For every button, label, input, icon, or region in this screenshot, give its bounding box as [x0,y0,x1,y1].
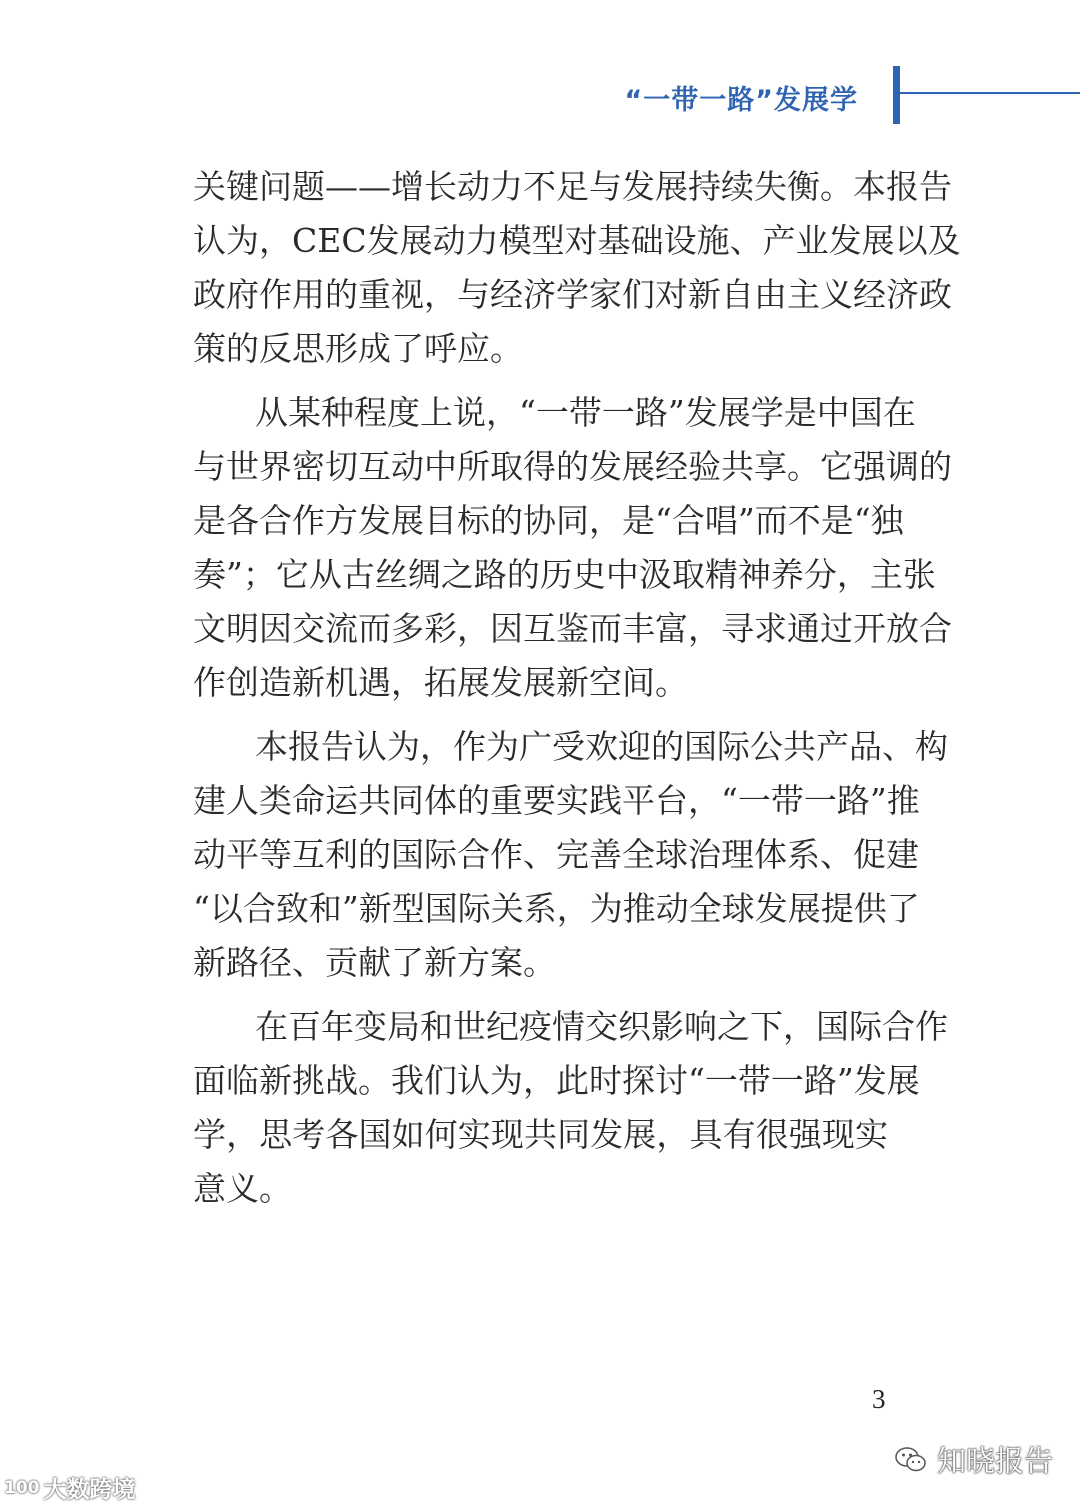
paragraph-1 [193,160,961,376]
body-text [193,160,961,1216]
text-line: 意义。 [193,1169,292,1208]
text-line: 与世界密切互动中所取得的发展经验共享。它强调的 [193,447,952,486]
text-line: 认为，CEC发展动力模型对基础设施、产业发展以及 [193,221,961,260]
text-line: 关键问题——增长动力不足与发展持续失衡。本报告 [193,167,952,206]
text-line: 作创造新机遇，拓展发展新空间。 [193,663,688,702]
text-line: 奏”；它从古丝绸之路的历史中汲取精神养分，主张 [193,555,936,594]
text-line: 学，思考各国如何实现共同发展，具有很强现实 [193,1115,888,1154]
text-line: 从某种程度上说，“一带一路”发展学是中国在 [255,393,916,432]
text-line: 建人类命运共同体的重要实践平台，“一带一路”推 [193,781,920,820]
watermark-left-label: 大数跨境 [43,1477,136,1503]
text-line: 在百年变局和世纪疫情交织影响之下，国际合作 [255,1007,948,1046]
watermark-left-mark: 100 [4,1477,40,1498]
running-title: “一带一路”发展学 [624,85,858,116]
text-line: “以合致和”新型国际关系，为推动全球发展提供了 [193,889,920,928]
text-line: 政府作用的重视，与经济学家们对新自由主义经济政 [193,275,952,314]
text-line: 本报告认为，作为广受欢迎的国际公共产品、构 [255,727,948,766]
header-rule [900,92,1080,94]
watermark-right-label: 知晓报告 [937,1444,1054,1478]
page-number: 3 [872,1384,886,1414]
paragraph-3 [193,720,948,990]
header-accent-bar [893,66,900,124]
text-line: 动平等互利的国际合作、完善全球治理体系、促建 [193,835,919,874]
text-line: 面临新挑战。我们认为，此时探讨“一带一路”发展 [193,1061,920,1100]
text-line: 文明因交流而多彩，因互鉴而丰富，寻求通过开放合 [193,609,952,648]
paragraph-2 [193,386,952,710]
text-line: 新路径、贡献了新方案。 [193,943,556,982]
text-line: 是各合作方发展目标的协同，是“合唱”而不是“独 [193,501,904,540]
wechat-icon [893,1442,929,1478]
paragraph-4 [193,1000,948,1216]
text-line: 策的反思形成了呼应。 [193,329,523,368]
watermark-left [4,1471,136,1504]
watermark-right [893,1439,1053,1480]
